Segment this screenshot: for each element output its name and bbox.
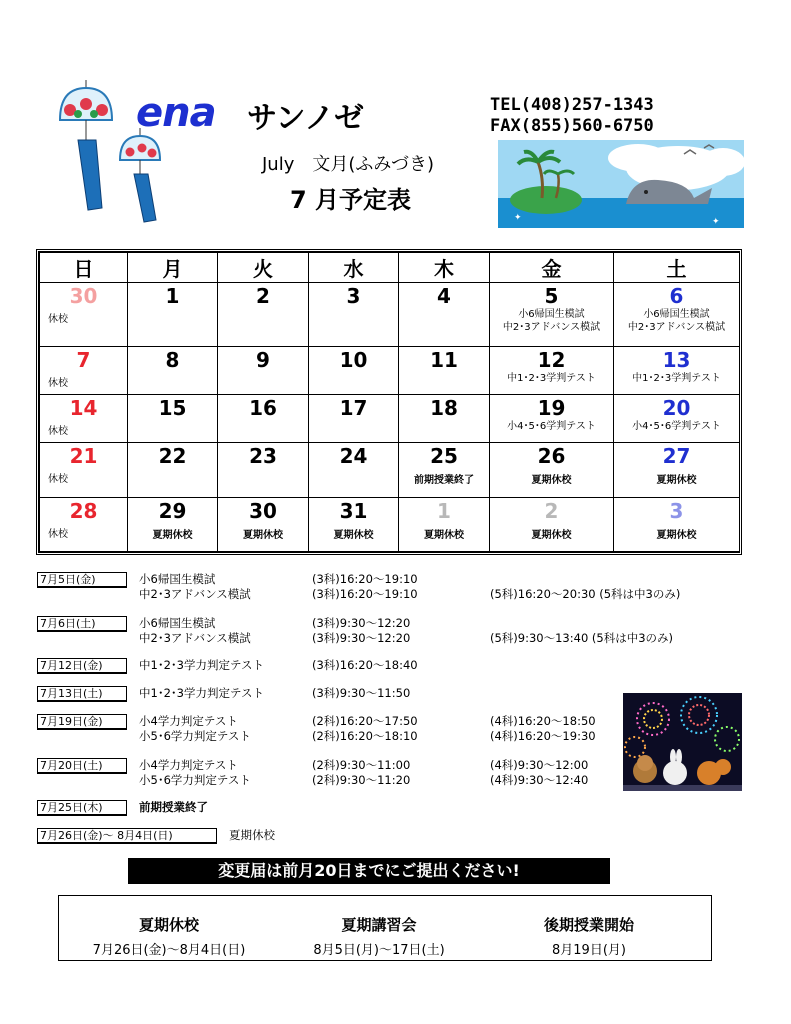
event-time: (2科)9:30～11:20 xyxy=(312,773,411,787)
event-time: (4科)16:20～18:50 xyxy=(490,714,596,728)
month-subtitle: July 文月(ふみづき) xyxy=(262,154,435,175)
schedule-line xyxy=(37,616,757,631)
notice-banner: 変更届は前月20日までにご提出ください! xyxy=(128,858,610,884)
weekday-header-row xyxy=(40,253,740,283)
day-event: 夏期休校 xyxy=(531,529,572,541)
day-number: 26 xyxy=(537,444,566,469)
day-number: 15 xyxy=(158,396,187,421)
summary-dates: 8月19日(月) xyxy=(552,943,626,958)
day-number: 12 xyxy=(537,348,566,373)
calendar-day-cell xyxy=(128,497,218,551)
day-number: 8 xyxy=(165,348,180,373)
day-event: 小4･5･6学判テスト xyxy=(507,421,596,433)
day-number: 7 xyxy=(76,348,91,373)
day-number: 6 xyxy=(669,284,684,308)
calendar-day-cell xyxy=(40,497,128,551)
event-time: (2科)16:20～18:10 xyxy=(312,729,418,743)
weekday-header: 火 xyxy=(218,253,309,283)
calendar-day-cell xyxy=(614,347,740,395)
calendar-day-cell xyxy=(218,347,309,395)
day-number: 20 xyxy=(662,396,691,421)
calendar-day-cell xyxy=(309,443,399,497)
monthly-calendar xyxy=(36,249,742,555)
schedule-date: 7月19日(金) xyxy=(37,714,127,730)
event-time: (5科)9:30～13:40 (5科は中3のみ) xyxy=(490,631,674,645)
calendar-day-cell xyxy=(128,283,218,347)
calendar-day-cell xyxy=(309,347,399,395)
calendar-day-cell xyxy=(399,283,490,347)
day-event: 夏期休校 xyxy=(333,529,374,541)
day-number: 19 xyxy=(537,396,566,421)
day-number: 2 xyxy=(256,284,270,308)
calendar-week-row xyxy=(40,283,740,347)
event-time: (4科)16:20～19:30 xyxy=(490,729,596,743)
fireworks-illustration xyxy=(623,693,742,791)
school-name: サンノゼ xyxy=(247,101,364,136)
event-name: 中2･3アドバンス模試 xyxy=(139,631,251,645)
day-number: 21 xyxy=(69,444,98,469)
day-number: 10 xyxy=(339,348,368,373)
fax-number: FAX(855)560-6750 xyxy=(490,116,654,136)
schedule-date: 7月26日(金)～ 8月4日(日) xyxy=(37,828,217,844)
day-event: 夏期休校 xyxy=(656,529,697,541)
day-number: 9 xyxy=(256,348,270,373)
weekday-header: 日 xyxy=(40,253,128,283)
calendar-day-cell xyxy=(399,347,490,395)
day-event: 夏期休校 xyxy=(531,475,572,487)
schedule-line xyxy=(37,587,757,602)
event-time: (3科)9:30～12:20 xyxy=(312,631,411,645)
day-event: 中1･2･3学判テスト xyxy=(507,373,596,385)
event-name: 中1･2･3学力判定テスト xyxy=(139,658,264,672)
event-time: (5科)16:20～20:30 (5科は中3のみ) xyxy=(490,587,681,601)
day-number: 1 xyxy=(437,498,451,523)
event-name: 小4学力判定テスト xyxy=(139,714,238,728)
day-number: 24 xyxy=(339,444,368,469)
event-name: 夏期休校 xyxy=(229,828,275,842)
day-number: 25 xyxy=(430,444,458,469)
day-number: 3 xyxy=(669,498,684,523)
day-number: 16 xyxy=(249,396,277,421)
event-time: (2科)9:30～11:00 xyxy=(312,758,411,772)
event-name: 中1･2･3学力判定テスト xyxy=(139,686,264,700)
calendar-day-cell xyxy=(309,283,399,347)
calendar-week-row xyxy=(40,347,740,395)
event-time: (3科)16:20～19:10 xyxy=(312,587,418,601)
day-number: 1 xyxy=(165,284,180,308)
day-number: 23 xyxy=(249,444,277,469)
calendar-day-cell xyxy=(399,497,490,551)
calendar-day-cell xyxy=(614,395,740,443)
event-name: 小4学力判定テスト xyxy=(139,758,238,772)
calendar-day-cell xyxy=(218,283,309,347)
schedule-date: 7月5日(金) xyxy=(37,572,127,588)
day-number: 31 xyxy=(339,498,368,523)
day-number: 2 xyxy=(544,498,559,523)
contact-info xyxy=(490,95,654,137)
event-time: (4科)9:30～12:40 xyxy=(490,773,589,787)
calendar-day-cell xyxy=(490,347,614,395)
day-event: 夏期休校 xyxy=(243,529,283,541)
calendar-day-cell xyxy=(128,443,218,497)
summary-summer-break xyxy=(59,914,279,958)
schedule-date: 7月13日(土) xyxy=(37,686,127,702)
summary-dates: 7月26日(金)～8月4日(日) xyxy=(92,943,246,958)
calendar-day-cell xyxy=(490,443,614,497)
summary-dates: 8月5日(月)～17日(土) xyxy=(313,943,445,958)
calendar-day-cell xyxy=(40,347,128,395)
calendar-body xyxy=(40,283,740,552)
weekday-header: 木 xyxy=(399,253,490,283)
event-name: 小5･6学力判定テスト xyxy=(139,773,251,787)
day-number: 11 xyxy=(430,348,458,373)
day-note: 休校 xyxy=(48,314,68,325)
calendar-day-cell xyxy=(40,283,128,347)
summary-heading: 夏期講習会 xyxy=(341,916,417,934)
summary-second-term xyxy=(489,914,689,958)
calendar-day-cell xyxy=(614,283,740,347)
summary-box xyxy=(58,895,712,961)
calendar-day-cell xyxy=(309,395,399,443)
calendar-day-cell xyxy=(490,283,614,347)
day-number: 13 xyxy=(662,348,691,373)
day-number: 4 xyxy=(437,284,451,308)
weekday-header: 水 xyxy=(309,253,399,283)
day-event: 小6帰国生模試 xyxy=(518,309,585,320)
island-whale-illustration xyxy=(498,140,744,228)
day-number: 30 xyxy=(69,284,98,308)
event-time: (3科)9:30～12:20 xyxy=(312,616,411,630)
day-event: 小4･5･6学判テスト xyxy=(632,421,721,433)
calendar-day-cell xyxy=(218,497,309,551)
day-number: 5 xyxy=(544,284,559,308)
weekday-header: 土 xyxy=(614,253,740,283)
day-note: 休校 xyxy=(48,426,68,438)
day-event: 小6帰国生模試 xyxy=(643,309,710,320)
schedule-date: 7月20日(土) xyxy=(37,758,127,774)
event-time: (4科)9:30～12:00 xyxy=(490,758,589,772)
schedule-line xyxy=(37,828,757,843)
day-note: 休校 xyxy=(48,474,68,486)
day-number: 27 xyxy=(662,444,691,469)
day-event: 夏期休校 xyxy=(152,529,193,541)
calendar-day-cell xyxy=(218,395,309,443)
day-number: 29 xyxy=(158,498,187,523)
day-note: 休校 xyxy=(48,378,68,390)
event-name: 小6帰国生模試 xyxy=(139,616,216,630)
event-name: 前期授業終了 xyxy=(139,800,208,814)
svg-text:✦: ✦ xyxy=(712,217,720,227)
day-number: 3 xyxy=(346,284,361,308)
wind-chime-icon xyxy=(52,80,124,220)
ena-logo: ena xyxy=(136,90,216,136)
calendar-day-cell xyxy=(128,395,218,443)
calendar-day-cell xyxy=(614,443,740,497)
calendar-table xyxy=(39,252,740,552)
weekday-header: 月 xyxy=(128,253,218,283)
calendar-day-cell xyxy=(490,395,614,443)
day-number: 28 xyxy=(69,498,98,523)
day-note: 休校 xyxy=(48,528,68,540)
day-event: 中2･3アドバンス模試 xyxy=(502,322,601,333)
day-number: 22 xyxy=(158,444,187,469)
day-number: 18 xyxy=(430,396,458,421)
svg-text:✦: ✦ xyxy=(514,213,522,223)
calendar-day-cell xyxy=(399,443,490,497)
summary-heading: 夏期休校 xyxy=(138,916,199,934)
summary-summer-course xyxy=(279,914,479,958)
schedule-line xyxy=(37,631,757,646)
schedule-line xyxy=(37,800,757,815)
schedule-date: 7月12日(金) xyxy=(37,658,127,674)
calendar-week-row xyxy=(40,497,740,551)
day-number: 30 xyxy=(249,498,277,523)
schedule-date: 7月6日(土) xyxy=(37,616,127,632)
day-number: 17 xyxy=(339,396,368,421)
day-event: 夏期休校 xyxy=(656,475,697,487)
day-event: 中2･3アドバンス模試 xyxy=(627,322,726,333)
wind-chime-small-icon xyxy=(116,128,168,224)
page-title: 7 月予定表 xyxy=(290,186,412,214)
calendar-week-row xyxy=(40,395,740,443)
calendar-day-cell xyxy=(614,497,740,551)
event-time: (3科)16:20～19:10 xyxy=(312,572,418,586)
phone-number: TEL(408)257-1343 xyxy=(490,95,654,115)
day-number: 14 xyxy=(69,396,98,421)
calendar-day-cell xyxy=(128,347,218,395)
event-time: (3科)16:20～18:40 xyxy=(312,658,418,672)
day-event: 夏期休校 xyxy=(424,529,464,541)
calendar-week-row xyxy=(40,443,740,497)
day-event: 中1･2･3学判テスト xyxy=(632,373,721,385)
event-time: (3科)9:30～11:50 xyxy=(312,686,411,700)
calendar-day-cell xyxy=(218,443,309,497)
calendar-day-cell xyxy=(490,497,614,551)
summary-heading: 後期授業開始 xyxy=(543,916,634,934)
calendar-day-cell xyxy=(399,395,490,443)
schedule-line xyxy=(37,658,757,673)
event-time: (2科)16:20～17:50 xyxy=(312,714,418,728)
event-name: 小6帰国生模試 xyxy=(139,572,216,586)
schedule-date: 7月25日(木) xyxy=(37,800,127,816)
day-event: 前期授業終了 xyxy=(414,475,474,487)
calendar-day-cell xyxy=(309,497,399,551)
calendar-day-cell xyxy=(40,443,128,497)
event-name: 小5･6学力判定テスト xyxy=(139,729,251,743)
calendar-day-cell xyxy=(40,395,128,443)
event-name: 中2･3アドバンス模試 xyxy=(139,587,251,601)
schedule-line xyxy=(37,572,757,587)
weekday-header: 金 xyxy=(490,253,614,283)
